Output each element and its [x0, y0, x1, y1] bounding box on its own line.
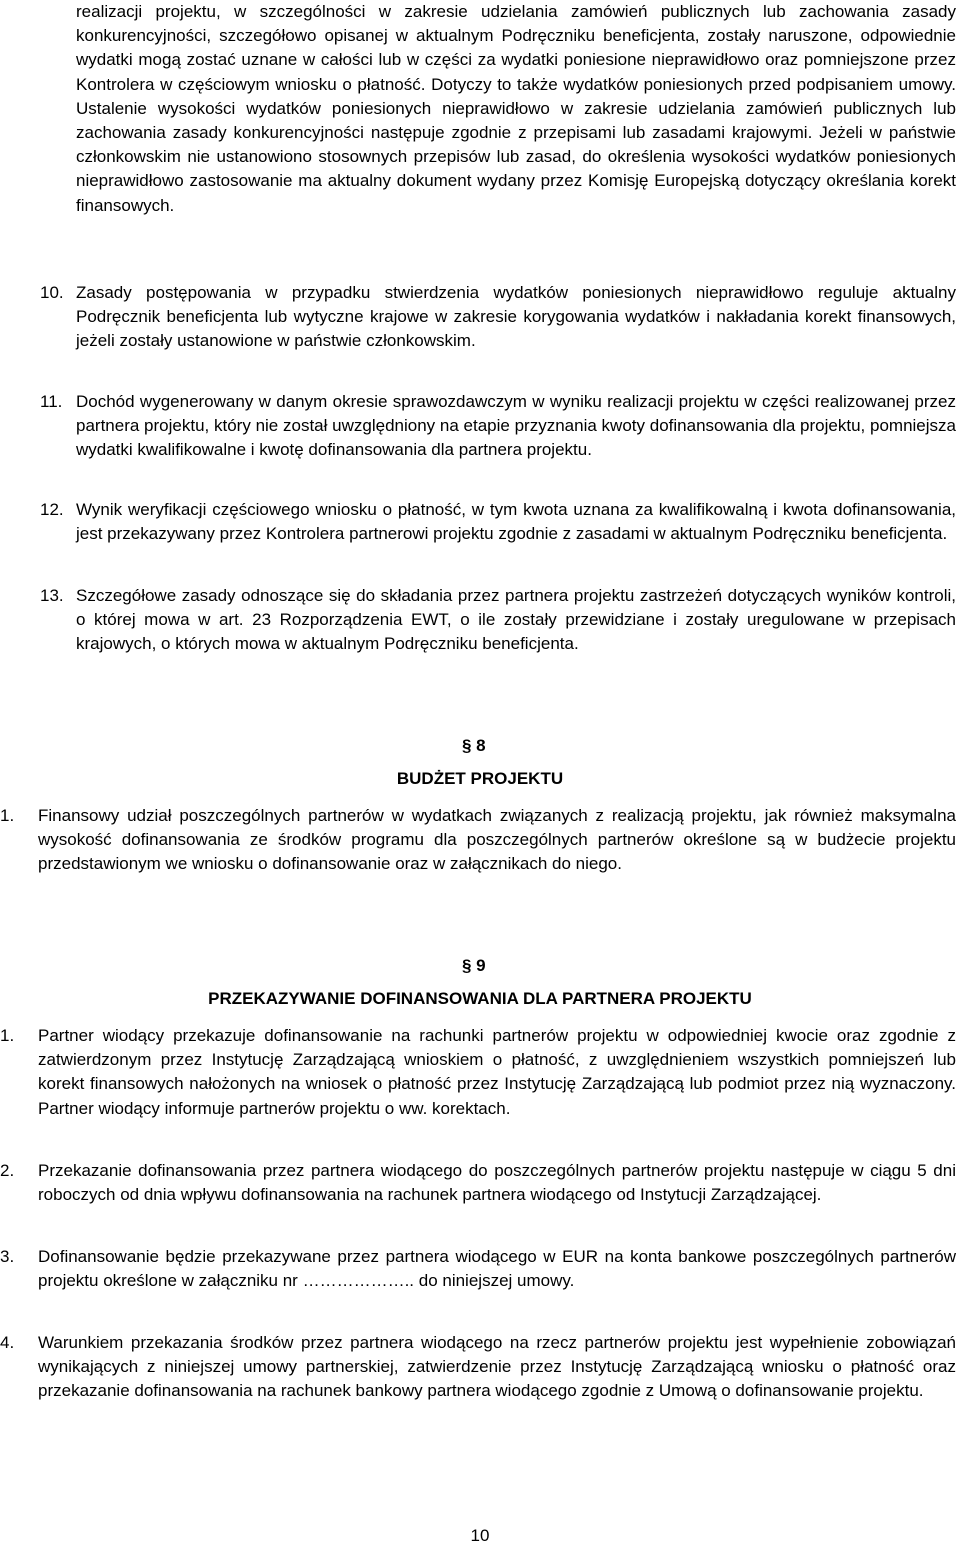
list-item-number: 2. — [0, 1161, 15, 1180]
list-item-text: Finansowy udział poszczególnych partnerów w wydatkach związanych z realizacją projektu, jak również maksymalna wysokość dofinansowania ze środków programu dla poszczególnych partnerów określone są w budżecie projektu przedstawionym we wniosku o dofinansowanie oraz w załącznikach do niego. — [38, 806, 956, 874]
list-item-number: 3. — [0, 1247, 15, 1266]
list-item-text: Warunkiem przekazania środków przez partnera wiodącego na rzecz partnerów projektu jest wypełnienie zobowiązań wynikających z niniejszej umowy partnerskiej, zatwierdzenie przez Instytucję Zarządzającą wniosku o płatność oraz przekazanie dofinansowania na rachunek bankowy partnera wiodącego zgodnie z Umową o dofinansowanie projektu. — [38, 1333, 956, 1401]
list-item-number: 10. — [40, 283, 64, 302]
list-item-text: Dochód wygenerowany w danym okresie sprawozdawczym w wyniku realizacji projektu w części realizowanej przez partnera projektu, który nie został uwzględniony na etapie przyznania kwoty dofinansowania dla projektu, pomniejsza wydatki kwalifikowalne i kwotę dofinansowania dla partnera projektu. — [76, 392, 956, 460]
list-item-text: Dofinansowanie będzie przekazywane przez partnera wiodącego w EUR na konta bankowe poszczególnych partnerów projektu określone w załączniku nr ……………….. do niniejszej umowy. — [38, 1247, 956, 1291]
list-item-number: 1. — [0, 806, 15, 825]
list-item-number: 1. — [0, 1026, 15, 1045]
section-8-sign: § 8 — [462, 736, 486, 755]
list-item-text: Zasady postępowania w przypadku stwierdzenia wydatków poniesionych nieprawidłowo reguluje aktualny Podręcznik beneficjenta lub wytyczne krajowe w zakresie korygowania wydatków i nakładania korekt finansowych, jeżeli zostały ustanowione w państwie członkowskim. — [76, 283, 956, 351]
list-item-number: 12. — [40, 500, 64, 519]
list-item-text: Szczegółowe zasady odnoszące się do składania przez partnera projektu zastrzeżeń dotyczących wyników kontroli, o której mowa w art. 23 Rozporządzenia EWT, o ile zostały przewidziane i zostały uregulowane w przepisach krajowych, o których mowa w aktualnym Podręczniku beneficjenta. — [76, 586, 956, 654]
list-item-text: Wynik weryfikacji częściowego wniosku o płatność, w tym kwota uznana za kwalifikowalną i kwota dofinansowania, jest przekazywany przez Kontrolera partnerowi projektu zgodnie z zasadami w aktualnym Podręczniku beneficjenta. — [76, 500, 956, 544]
section-8-title: BUDŻET PROJEKTU — [396, 769, 564, 788]
intro-paragraph: realizacji projektu, w szczególności w zakresie udzielania zamówień publicznych lub zachowania zasady konkurencyjności, szczegółowo opisanej w aktualnym Podręczniku beneficjenta, zostały naruszone, odpowiednie wydatki mogą zostać uznane w całości lub w części za wydatki poniesione nieprawidłowo oraz pomniejszone przez Kontrolera w częściowym wniosku o płatność. Dotyczy to także wydatków poniesionych przed podpisaniem umowy. Ustalenie wysokości wydatków poniesionych nieprawidłowo w zakresie udzielania zamówień publicznych lub zachowania zasady konkurencyjności następuje zgodnie z przepisami lub zasadami krajowymi. Jeżeli w państwie członkowskim nie ustanowiono stosownych przepisów lub zasad, do określenia wysokości wydatków poniesionych nieprawidłowo zastosowanie ma aktualny dokument wydany przez Komisję Europejską dotyczący określania korekt finansowych. — [76, 2, 956, 215]
list-item-number: 11. — [40, 392, 63, 411]
page-number: 10 — [470, 1526, 490, 1545]
list-item-text: Partner wiodący przekazuje dofinansowanie na rachunki partnerów projektu w odpowiedniej kwocie oraz zgodnie z zatwierdzonym przez Instytucję Zarządzającą wnioskiem o płatność, z uwzględnieniem wszystkich pomniejszeń lub korekt finansowych nałożonych na wniosek o płatność przez Instytucję Zarządzającą lub podmiot przez nią wyznaczony. Partner wiodący informuje partnerów projektu o ww. korektach. — [38, 1026, 956, 1118]
list-item-text: Przekazanie dofinansowania przez partnera wiodącego do poszczególnych partnerów projektu następuje w ciągu 5 dni roboczych od dnia wpływu dofinansowania na rachunek partnera wiodącego od Instytucji Zarządzającej. — [38, 1161, 956, 1205]
section-9-title: PRZEKAZYWANIE DOFINANSOWANIA DLA PARTNERA PROJEKTU — [208, 989, 752, 1008]
list-item-number: 13. — [40, 586, 64, 605]
section-9-sign: § 9 — [462, 956, 486, 975]
list-item-number: 4. — [0, 1333, 15, 1352]
